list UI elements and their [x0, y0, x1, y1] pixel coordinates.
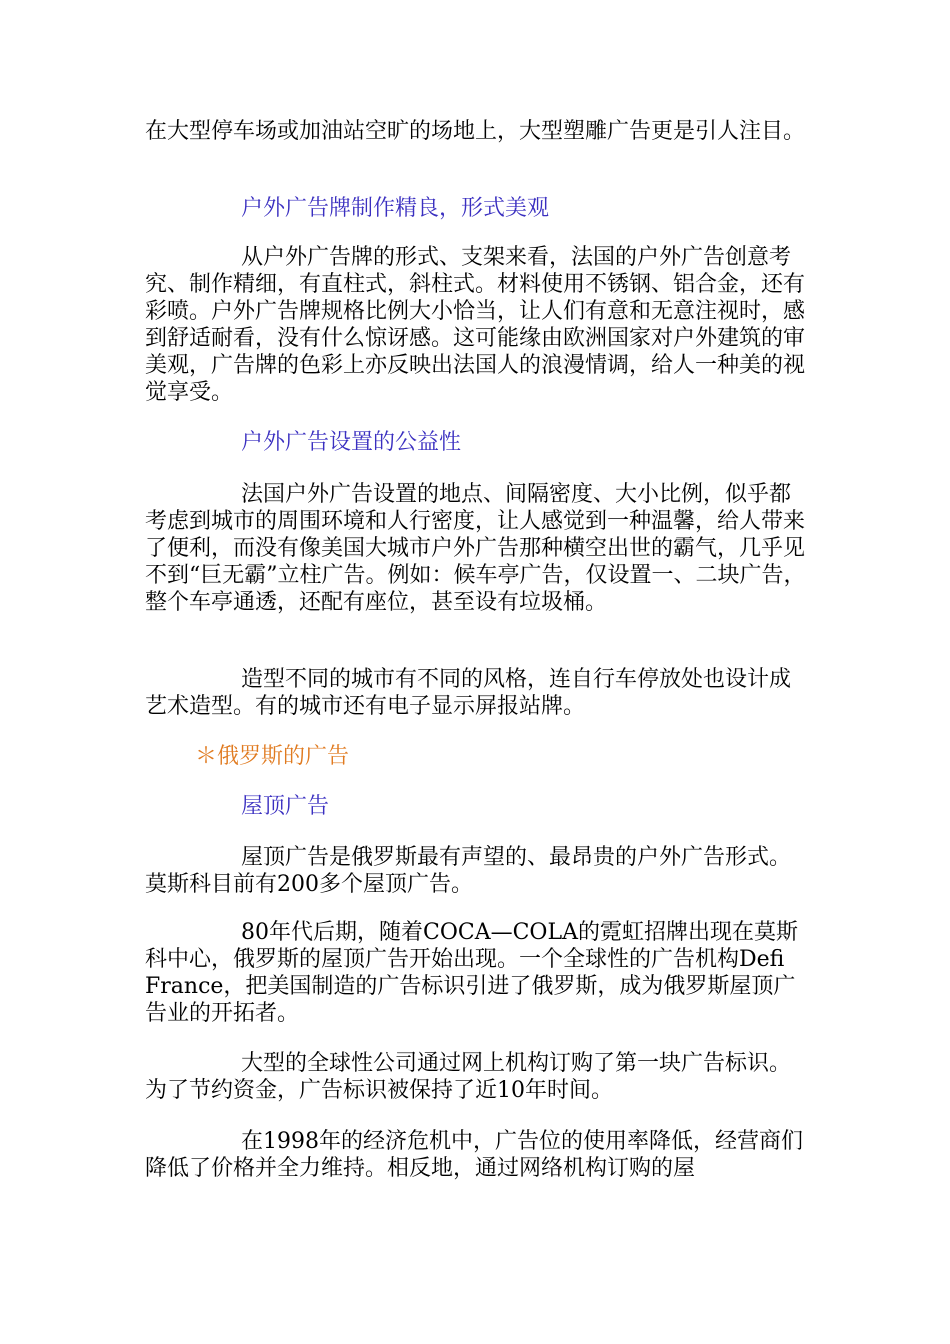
paragraph-placement: 法国户外广告设置的地点、间隔密度、大小比例，似乎都考虑到城市的周围环境和人行密度，让人感觉到一种温馨，给人带来了便利，而没有像美国大城市户外广告那种横空出世的霸气，几乎见不到“巨无霸”立柱广告。例如：候车亭广告，仅设置一、二块广告，整个车亭通透，还配有座位，甚至设有垃圾桶。	[145, 482, 806, 615]
paragraph-coca-cola-history: 80年代后期，随着COCA—COLA的霓虹招牌出现在莫斯科中心，俄罗斯的屋顶广告开始出现。一个全球性的广告机构Defi France，把美国制造的广告标识引进了俄罗斯，成为俄罗斯屋顶广告业的开拓者。	[145, 920, 798, 1026]
paragraph-billboard-form: 从户外广告牌的形式、支架来看，法国的户外广告创意考究、制作精细，有直柱式，斜柱式。材料使用不锈钢、铝合金，还有彩喷。户外广告牌规格比例大小恰当，让人们有意和无意注视时，感到舒适耐看，没有什么惊讶感。这可能缘由欧洲国家对户外建筑的审美观，广告牌的色彩上亦反映出法国人的浪漫情调，给人一种美的视觉享受。	[145, 245, 806, 405]
paragraph-rooftop-prestige: 屋顶广告是俄罗斯最有声望的、最昂贵的户外广告形式。莫斯科目前有200多个屋顶广告。	[145, 845, 792, 897]
paragraph-economic-crisis: 在1998年的经济危机中，广告位的使用率降低，经营商们降低了价格并全力维持。相反地，通过网络机构订购的屋	[145, 1129, 803, 1181]
paragraph-parking-sculpture: 在大型停车场或加油站空旷的场地上，大型塑雕广告更是引人注目。	[145, 119, 806, 144]
heading-public-welfare: 户外广告设置的公益性	[241, 430, 462, 455]
heading-russia-ads: ＊俄罗斯的广告	[195, 744, 350, 769]
heading-billboard-quality: 户外广告牌制作精良，形式美观	[241, 196, 550, 221]
paragraph-first-sign: 大型的全球性公司通过网上机构订购了第一块广告标识。为了节约资金，广告标识被保持了近10年时间。	[145, 1051, 792, 1103]
heading-rooftop-ads: 屋顶广告	[241, 794, 330, 819]
paragraph-city-styles: 造型不同的城市有不同的风格，连自行车停放处也设计成艺术造型。有的城市还有电子显示屏报站牌。	[145, 667, 792, 719]
